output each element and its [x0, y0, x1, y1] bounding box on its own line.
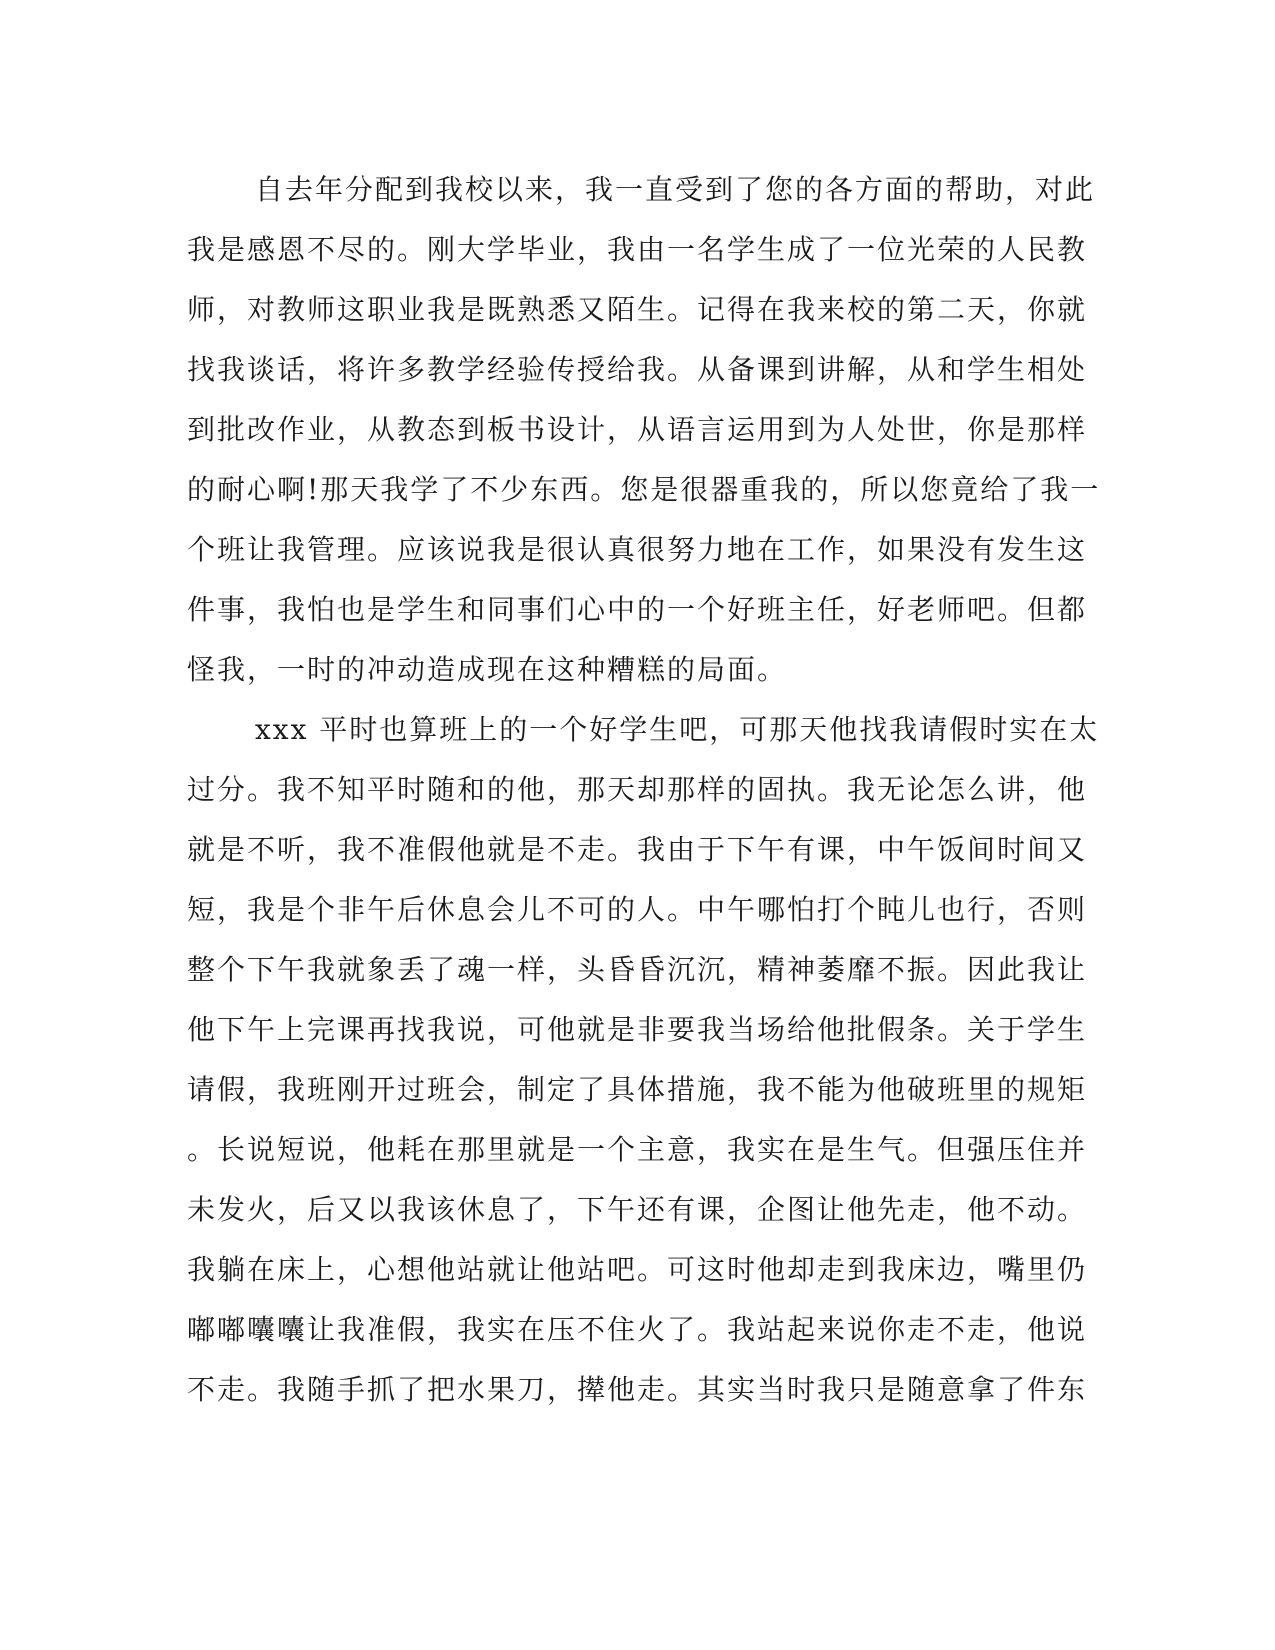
text-line: 就是不听，我不准假他就是不走。我由于下午有课，中午饭间时间又 — [187, 833, 1088, 866]
text-line: 不走。我随手抓了把水果刀，撵他走。其实当时我只是随意拿了件东 — [187, 1373, 1088, 1406]
text-line: 师，对教师这职业我是既熟悉又陌生。记得在我来校的第二天，你就 — [187, 293, 1088, 326]
text-line: 自去年分配到我校以来，我一直受到了您的各方面的帮助，对此 — [255, 173, 1096, 206]
document-body — [187, 160, 1101, 1420]
paragraph-2 — [187, 700, 1100, 1420]
text-line: 请假，我班刚开过班会，制定了具体措施，我不能为他破班里的规矩 — [187, 1073, 1088, 1106]
text-line: 。长说短说，他耗在那里就是一个主意，我实在是生气。但强压住并 — [187, 1133, 1088, 1166]
text-line: 我躺在床上，心想他站就让他站吧。可这时他却走到我床边，嘴里仍 — [187, 1253, 1088, 1286]
text-line: 未发火，后又以我该休息了，下午还有课，企图让他先走，他不动。 — [187, 1193, 1088, 1226]
text-line: 个班让我管理。应该说我是很认真很努力地在工作，如果没有发生这 — [187, 533, 1088, 566]
text-line: 我是感恩不尽的。刚大学毕业，我由一名学生成了一位光荣的人民教 — [187, 233, 1088, 266]
text-line: 怪我，一时的冲动造成现在这种糟糕的局面。 — [187, 653, 788, 686]
text-line: 嘟嘟囔囔让我准假，我实在压不住火了。我站起来说你走不走，他说 — [187, 1313, 1088, 1346]
text-line: 整个下午我就象丢了魂一样，头昏昏沉沉，精神萎靡不振。因此我让 — [187, 953, 1088, 986]
text-line: 找我谈话，将许多教学经验传授给我。从备课到讲解，从和学生相处 — [187, 353, 1088, 386]
text-line: 到批改作业，从教态到板书设计，从语言运用到为人处世，你是那样 — [187, 413, 1088, 446]
text-line: 过分。我不知平时随和的他，那天却那样的固执。我无论怎么讲，他 — [187, 773, 1088, 806]
paragraph-1 — [187, 160, 1101, 700]
text-line: 的耐心啊!那天我学了不少东西。您是很器重我的，所以您竟给了我一 — [187, 473, 1101, 506]
text-line: 短，我是个非午后休息会儿不可的人。中午哪怕打个盹儿也行，否则 — [187, 893, 1088, 926]
text-line: xxx 平时也算班上的一个好学生吧，可那天他找我请假时实在太 — [255, 713, 1100, 746]
text-line: 他下午上完课再找我说，可他就是非要我当场给他批假条。关于学生 — [187, 1013, 1088, 1046]
text-line: 件事，我怕也是学生和同事们心中的一个好班主任，好老师吧。但都 — [187, 593, 1088, 626]
